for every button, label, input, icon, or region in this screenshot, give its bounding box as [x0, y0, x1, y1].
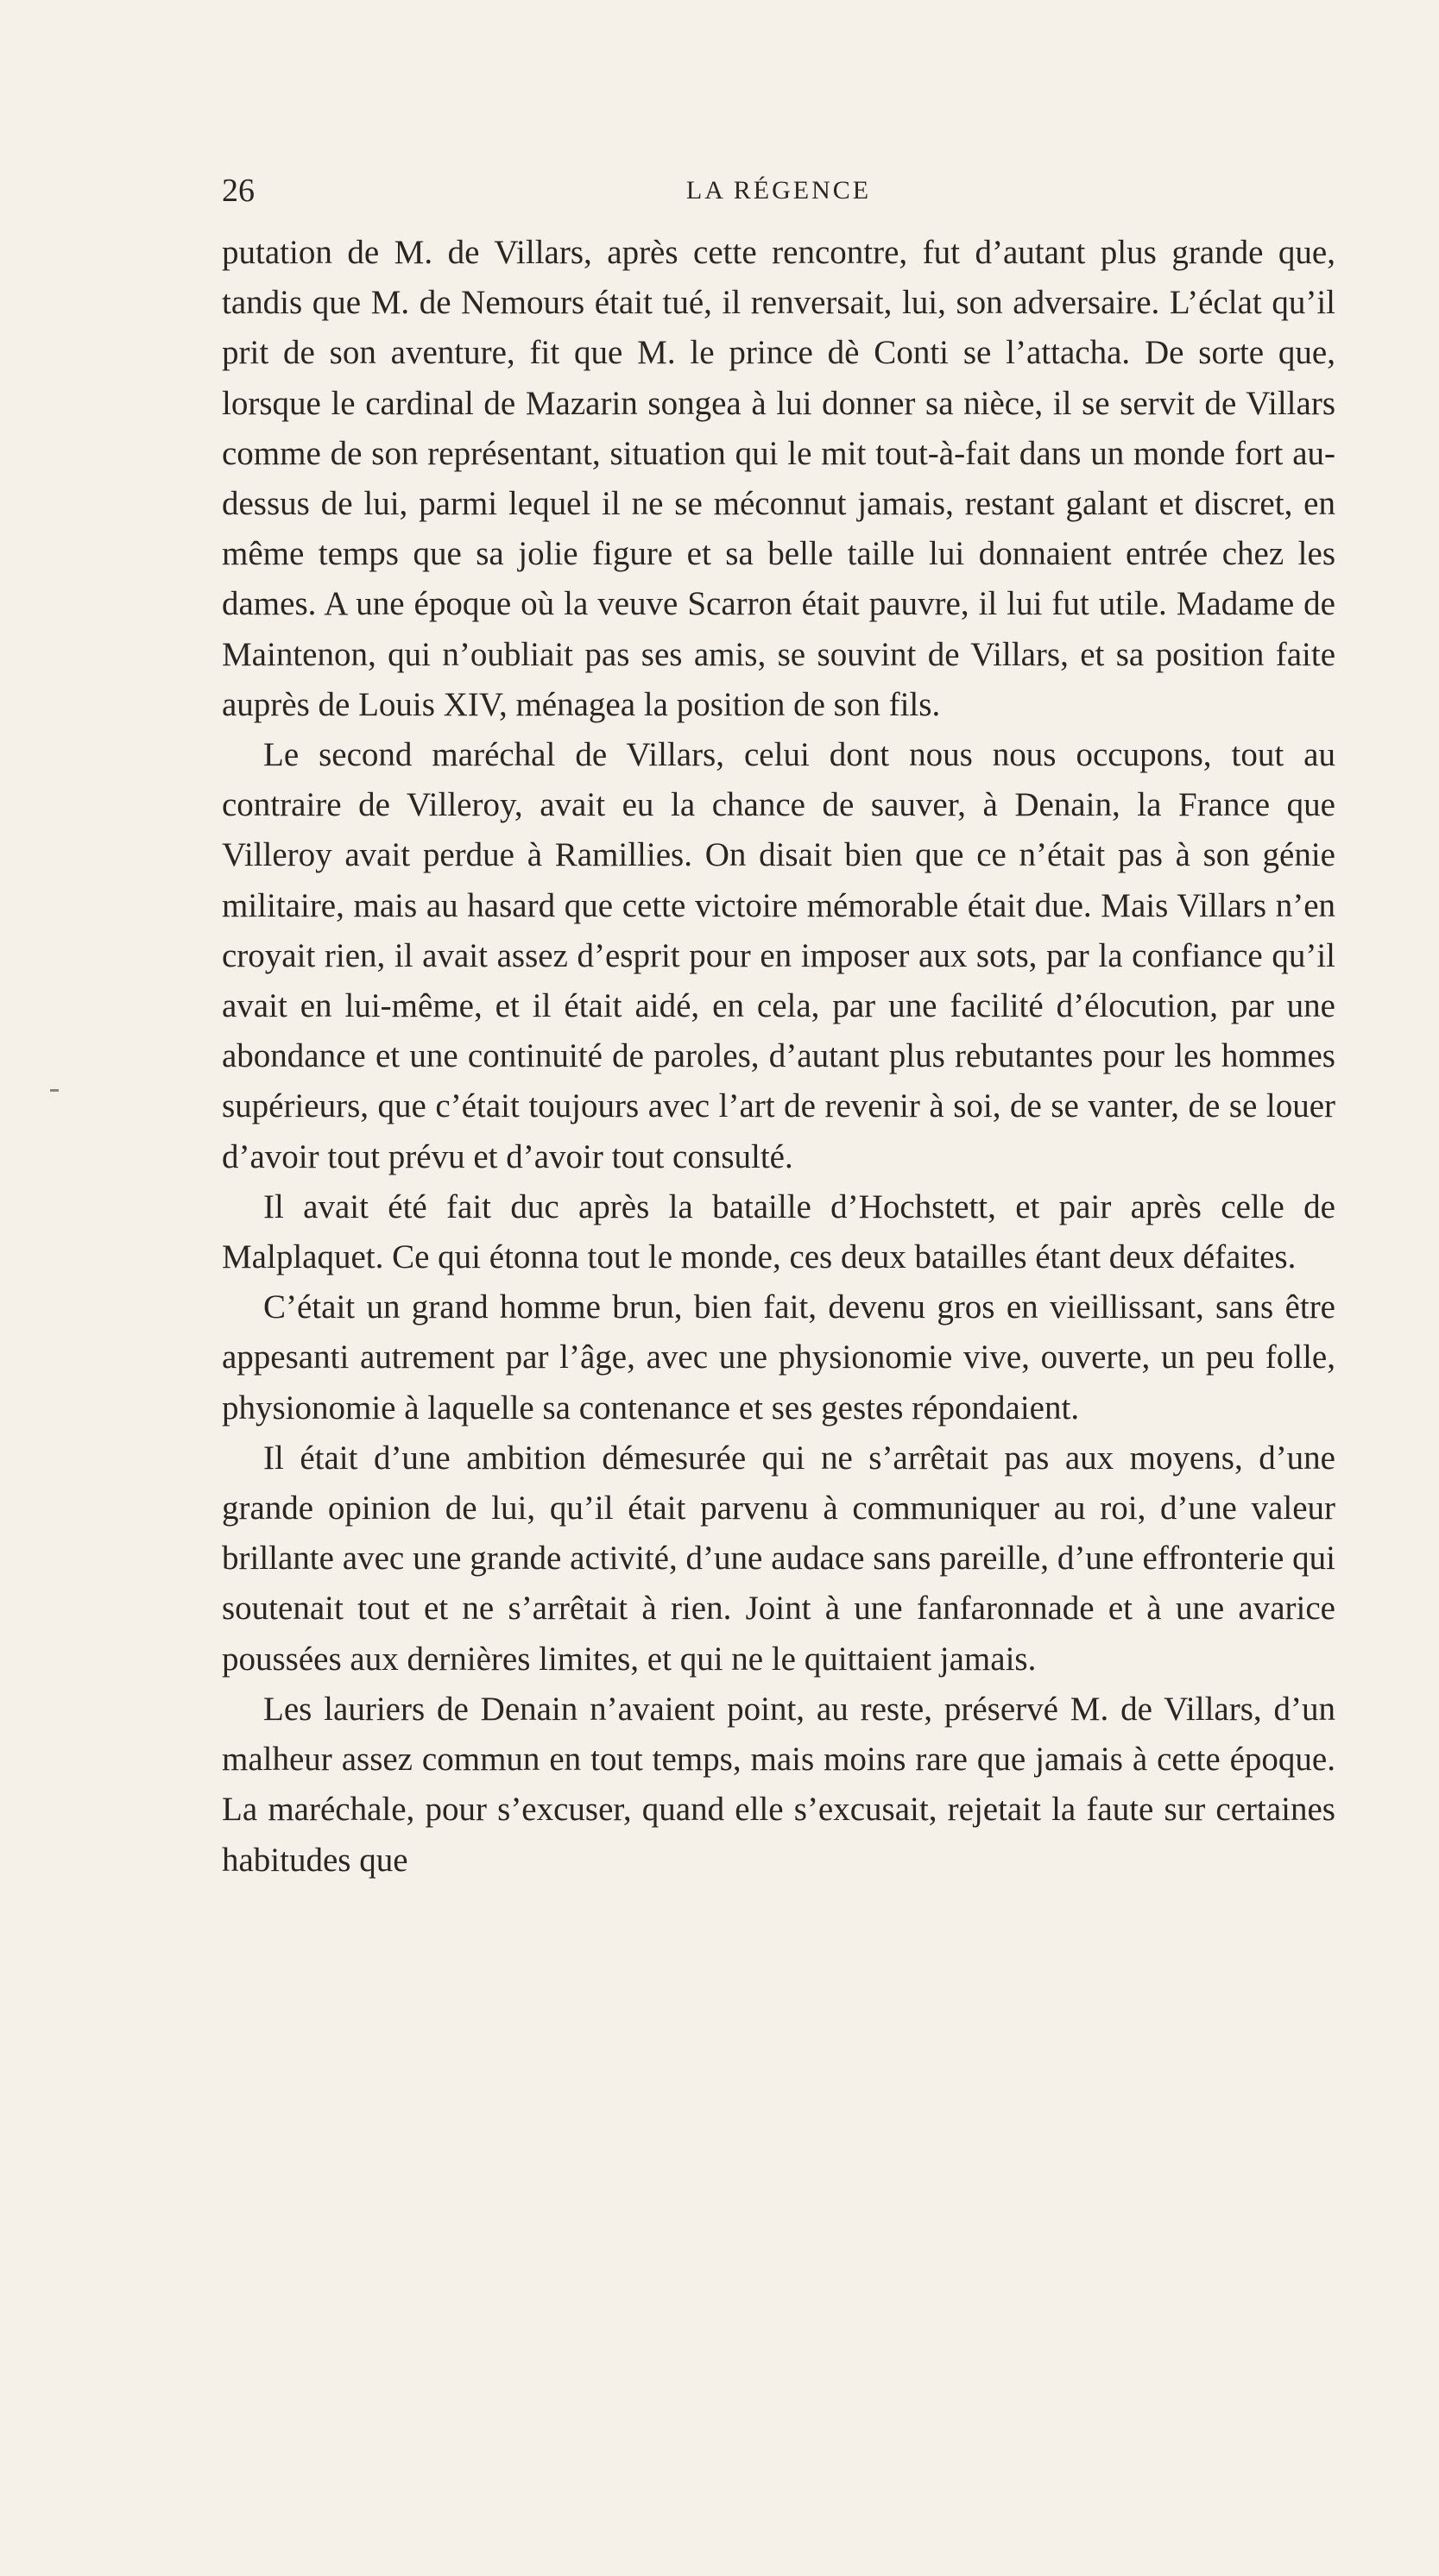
paragraph: Le second maréchal de Villars, celui dont nous nous occupons, tout au contraire de Villeroy, avait eu la chance de sauver, à Denain, la France que Villeroy avait perdue à Ramillies. On disait bien que ce n’était pas à son génie militaire, mais au hasard que cette victoire mémorable était due. Mais Villars n’en croyait rien, il avait assez d’esprit pour en imposer aux sots, par la confiance qu’il avait en lui-même, et il était aidé, en cela, par une facilité d’élocution, par une abondance et une continuité de paroles, d’autant plus rebutantes pour les hommes supérieurs, que c’était toujours avec l’art de revenir à soi, de se vanter, de se louer d’avoir tout prévu et d’avoir tout consulté. — [222, 736, 1335, 1175]
paragraph: Les lauriers de Denain n’avaient point, au reste, préservé M. de Villars, d’un malheur assez commun en tout temps, mais moins rare que jamais à cette époque. La maréchale, pour s’excuser, quand elle s’excusait, rejetait la faute sur certaines habitudes que — [222, 1690, 1335, 1879]
paragraph: Il était d’une ambition démesurée qui ne s’arrêtait pas aux moyens, d’une grande opinion de lui, qu’il était parvenu à communiquer au roi, d’une valeur brillante avec une grande activité, d’une audace sans pareille, d’une effronterie qui soutenait tout et ne s’arrêtait à rien. Joint à une fanfaronnade et à une avarice poussées aux dernières limites, et qui ne le quittaient jamais. — [222, 1439, 1335, 1678]
margin-mark — [50, 1089, 59, 1092]
body-text — [222, 228, 1335, 1886]
paragraph: Il avait été fait duc après la bataille d’Hochstett, et pair après celle de Malplaquet. Ce qui étonna tout le monde, ces deux batailles étant deux défaites. — [222, 1187, 1335, 1276]
page-header — [222, 169, 1335, 212]
running-title: LA RÉGENCE — [685, 176, 872, 205]
paragraph-continued: putation de M. de Villars, après cette rencontre, fut d’autant plus grande que, tandis que M. de Nemours était tué, il renversait, lui, son adversaire. L’éclat qu’il prit de son aventure, fit que M. le prince dè Conti se l’attacha. De sorte que, lorsque le cardinal de Mazarin songea à lui donner sa nièce, il se servit de Villars comme de son représentant, situation qui le mit tout-à-fait dans un monde fort au-dessus de lui, parmi lequel il ne se méconnut jamais, restant galant et discret, en même temps que sa jolie figure et sa belle taille lui donnaient entrée chez les dames. A une époque où la veuve Scarron était pauvre, il lui fut utile. Madame de Maintenon, qui n’oubliait pas ses amis, se souvint de Villars, et sa position faite auprès de Louis XIV, ménagea la position de son fils. — [222, 234, 1335, 723]
paragraph: C’était un grand homme brun, bien fait, devenu gros en vieillissant, sans être appesanti autrement par l’âge, avec une physionomie vive, ouverte, un peu folle, physionomie à laquelle sa contenance et ses gestes répondaient. — [222, 1288, 1335, 1427]
page-number: 26 — [222, 173, 255, 209]
